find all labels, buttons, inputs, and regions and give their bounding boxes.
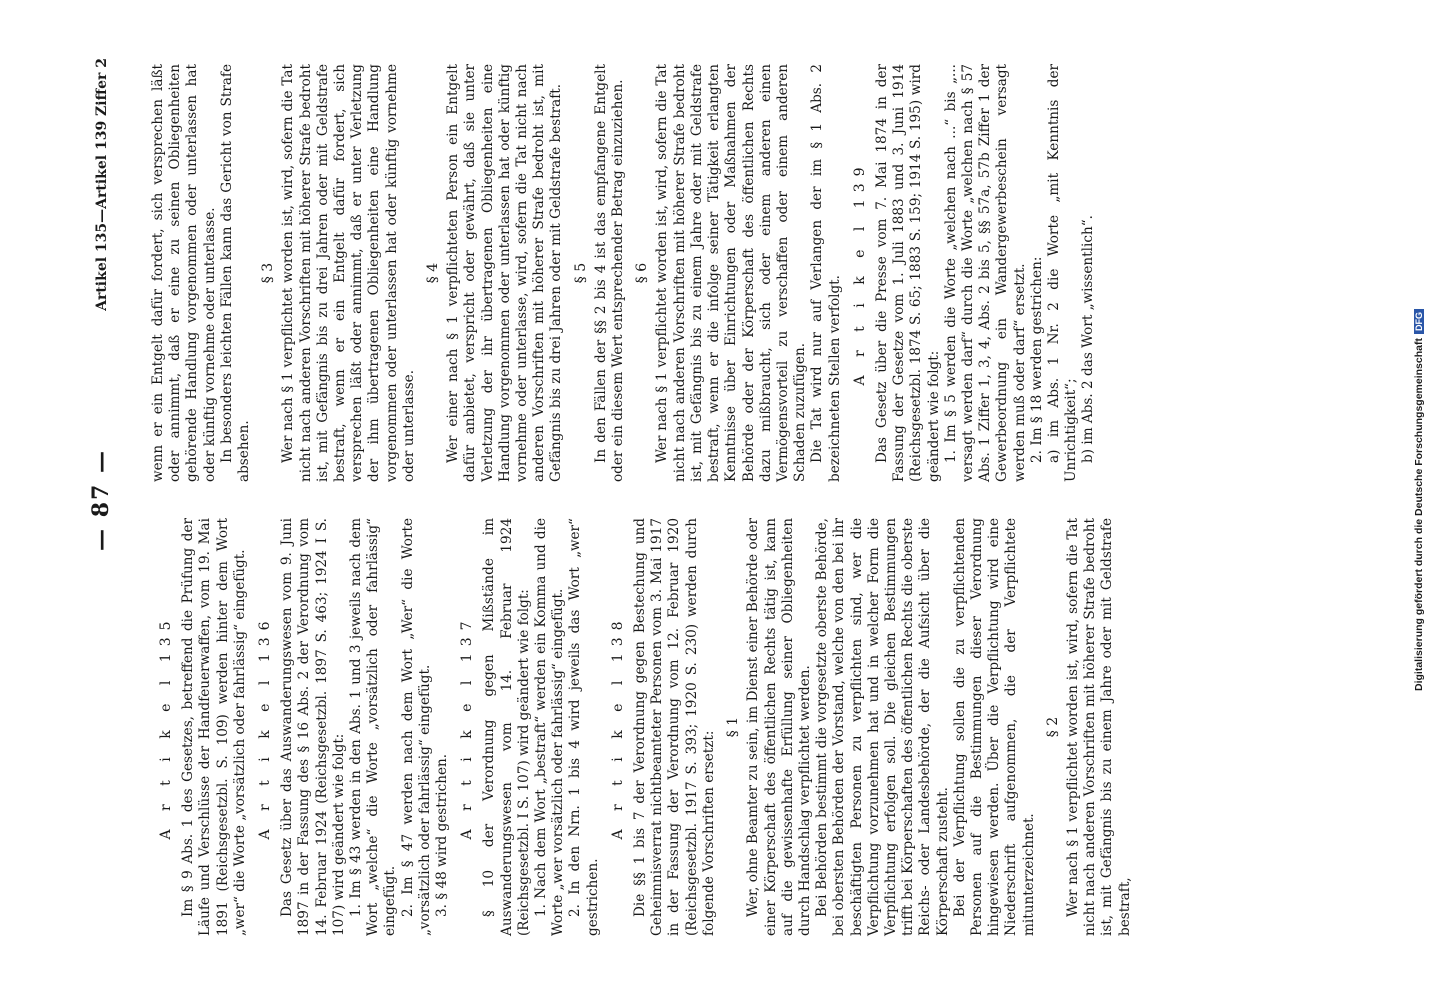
dfg-logo: DFG <box>1414 309 1424 334</box>
article-heading: A r t i k e l 136 <box>257 614 274 840</box>
paragraph: § 10 der Verordnung gegen Mißstände im Auswanderungswesen vom 14. Februar 1924 (Reichsgesetzbl. I S. 107) wird geändert wie folgt: <box>481 518 532 936</box>
paragraph: Bei Behörden bestimmt die vorgesetzte oberste Behörde, bei obersten Behörden der Vorstand, welche von den bei ihr beschäftigten Personen zu verpflichten sind, wer die Verpflichtung vorzunehmen hat und in welcher Form die Verpflichtung erfolgen soll. Die gleichen Bestimmungen trifft bei Körperschaften des öffentlichen Rechts die oberste Reichs- oder Landesbehörde, der die Aufsicht über die Körperschaft zusteht. <box>814 518 951 936</box>
paragraph: 2. In den Nrn. 1 bis 4 wird jeweils das Wort „wer“ gestrichen. <box>567 518 601 936</box>
paragraph: Wer, ohne Beamter zu sein, im Dienst einer Behörde oder einer Körperschaft des öffentlichen Rechts tätig ist, kann auf die gewissenhafte Erfüllung seiner Obliegenheiten durch Handschlag verpflichtet werden. <box>745 518 813 936</box>
running-head: Artikel 135—Artikel 139 Ziffer 2 <box>94 58 110 311</box>
paragraph: 2. Im § 47 werden nach dem Wort „Wer“ die Worte „vorsätzlich oder fahrlässig“ eingefügt. <box>399 518 433 936</box>
article-heading: A r t i k e l 137 <box>459 614 476 840</box>
paragraph: Wer nach § 1 verpflichtet worden ist, wird, sofern die Tat nicht nach anderen Vorschriften mit höherer Strafe bedroht ist, mit Gefängnis bis zu einem Jahre oder mit Geldstrafe bestraft, wenn er die infolge seiner Tätigkeit erlangten Kenntnisse über Einrichtungen oder Maßnahmen der Behörde oder der Körperschaft des öffentlichen Rechts dazu mißbraucht, sich oder einem anderen einen Vermögensvorteil zu verschaffen oder einem anderen Schaden zuzufügen. <box>654 64 809 482</box>
article-heading: A r t i k e l 138 <box>609 614 626 840</box>
paragraph: 1. Im § 43 werden in den Abs. 1 und 3 jeweils nach dem Wort „welche“ die Worte „vorsätzlich oder fahrlässig“ eingefügt. <box>348 518 399 936</box>
right-column <box>150 64 1098 482</box>
paragraph: Das Gesetz über die Presse vom 7. Mai 1874 in der Fassung der Gesetze vom 1. Juli 1883 und 3. Juni 1914 (Reichsgesetzbl. 1874 S. 65; 1883 S. 159; 1914 S. 195) wird geändert wie folgt: <box>873 64 942 482</box>
document-page <box>72 50 1362 950</box>
section-heading: § 4 <box>425 262 442 284</box>
funding-credit <box>1413 309 1425 691</box>
paragraph: In den Fällen der §§ 2 bis 4 ist das empfangene Entgelt oder ein diesem Wert entsprechender Betrag einzuziehen. <box>592 64 627 482</box>
page-header <box>88 50 120 950</box>
paragraph: Bei der Verpflichtung sollen die zu verpflichtenden Personen auf die Bestimmungen dieser Verordnung hingewiesen werden. Über die Verpflichtung wird eine Niederschrift aufgenommen, die der Verpflichtete mitunterzeichnet. <box>951 518 1037 936</box>
paragraph: 1. Im § 5 werden die Worte „welchen nach ...“ bis „... versagt werden darf“ durch die Worte „welchen nach § 57 Abs. 1 Ziffer 1, 3, 4, Abs. 2 bis 5, §§ 57a, 57b Ziffer 1 der Gewerbeordnung ein Wandergewerbeschein versagt werden muß oder darf“ ersetzt. <box>942 64 1028 482</box>
section-heading: § 2 <box>1044 716 1061 738</box>
paragraph: Wer nach § 1 verpflichtet worden ist, wird, sofern die Tat nicht nach anderen Vorschriften mit höherer Strafe bedroht ist, mit Gefängnis bis zu einem Jahre oder mit Geldstrafe bestraft, <box>1064 518 1133 936</box>
paragraph: wenn er ein Entgelt dafür fordert, sich versprechen läßt oder annimmt, daß er eine zu seinen Obliegenheiten gehörende Handlung vorgenommen oder unterlassen hat oder künftig vornehme oder unterlasse. <box>150 64 218 482</box>
paragraph: Die §§ 1 bis 7 der Verordnung gegen Bestechung und Geheimnisverrat nichtbeamteter Personen vom 3. Mai 1917 in der Fassung der Verordnung vom 12. Februar 1920 (Reichsgesetzbl. 1917 S. 393; 1920 S. 230) werden durch folgende Vorschriften ersetzt: <box>632 518 717 936</box>
funding-credit-text: Digitalisierung gefördert durch die Deutsche Forschungsgemeinschaft <box>1413 338 1425 691</box>
section-heading: § 5 <box>572 262 589 284</box>
section-heading: § 6 <box>634 262 651 284</box>
section-heading: § 1 <box>725 716 742 738</box>
paragraph: a) im Abs. 1 Nr. 2 die Worte „mit Kenntnis der Unrichtigkeit“; <box>1045 64 1080 482</box>
paragraph: b) im Abs. 2 das Wort „wissentlich“. <box>1080 215 1097 463</box>
left-column <box>150 518 1134 936</box>
section-heading: § 3 <box>260 262 277 284</box>
article-heading: A r t i k e l 135 <box>158 614 174 840</box>
paragraph: Im § 9 Abs. 1 des Gesetzes, betreffend die Prüfung der Läufe und Verschlüsse der Handfeuerwaffen, vom 19. Mai 1891 (Reichsgesetzbl. S. 109) werden hinter dem Wort „wer“ die Worte „vorsätzlich oder fahrlässig“ eingefügt. <box>180 518 248 936</box>
page-number: — 87 — <box>88 449 114 551</box>
digitization-sidebar <box>1408 8 1430 992</box>
article-heading: A r t i k e l 139 <box>851 160 868 386</box>
paragraph: Das Gesetz über das Auswanderungswesen vom 9. Juni 1897 in der Fassung des § 16 Abs. 2 der Verordnung vom 14. Februar 1924 (Reichsgesetzbl. 1897 S. 463; 1924 I S. 107) wird geändert wie folgt: <box>279 518 347 936</box>
paragraph: 2. Im § 18 werden gestrichen: <box>1028 256 1045 463</box>
paragraph: Wer einer nach § 1 verpflichteten Person ein Entgelt dafür anbietet, verspricht oder gewährt, daß sie unter Verletzung der ihr übertragenen Obliegenheiten eine Handlung vorgenommen oder unterlassen hat oder künftig vornehme oder unterlasse, wird, sofern die Tat nicht nach anderen Vorschriften mit höherer Strafe bedroht ist, mit Gefängnis bis zu drei Jahren oder mit Geldstrafe bestraft. <box>445 64 565 482</box>
paragraph: Die Tat wird nur auf Verlangen der im § 1 Abs. 2 bezeichneten Stellen verfolgt. <box>809 64 843 482</box>
paragraph: 3. § 48 wird gestrichen. <box>434 753 451 917</box>
paragraph: Wer nach § 1 verpflichtet worden ist, wird, sofern die Tat nicht nach anderen Vorschriften mit höherer Strafe bedroht ist, mit Gefängnis bis zu drei Jahren oder mit Geldstrafe bestraft, wenn er ein Entgelt dafür fordert, sich versprechen läßt oder annimmt, daß er unter Verletzung der ihm übertragenen Obliegenheiten eine Handlung vorgenommen oder unterlassen hat oder künftig vornehme oder unterlasse. <box>280 64 417 482</box>
paragraph: In besonders leichten Fällen kann das Gericht von Strafe absehen. <box>218 64 253 482</box>
paragraph: 1. Nach dem Wort „bestraft“ werden ein Komma und die Worte „wer vorsätzlich oder fahrlässig“ eingefügt. <box>533 518 567 936</box>
